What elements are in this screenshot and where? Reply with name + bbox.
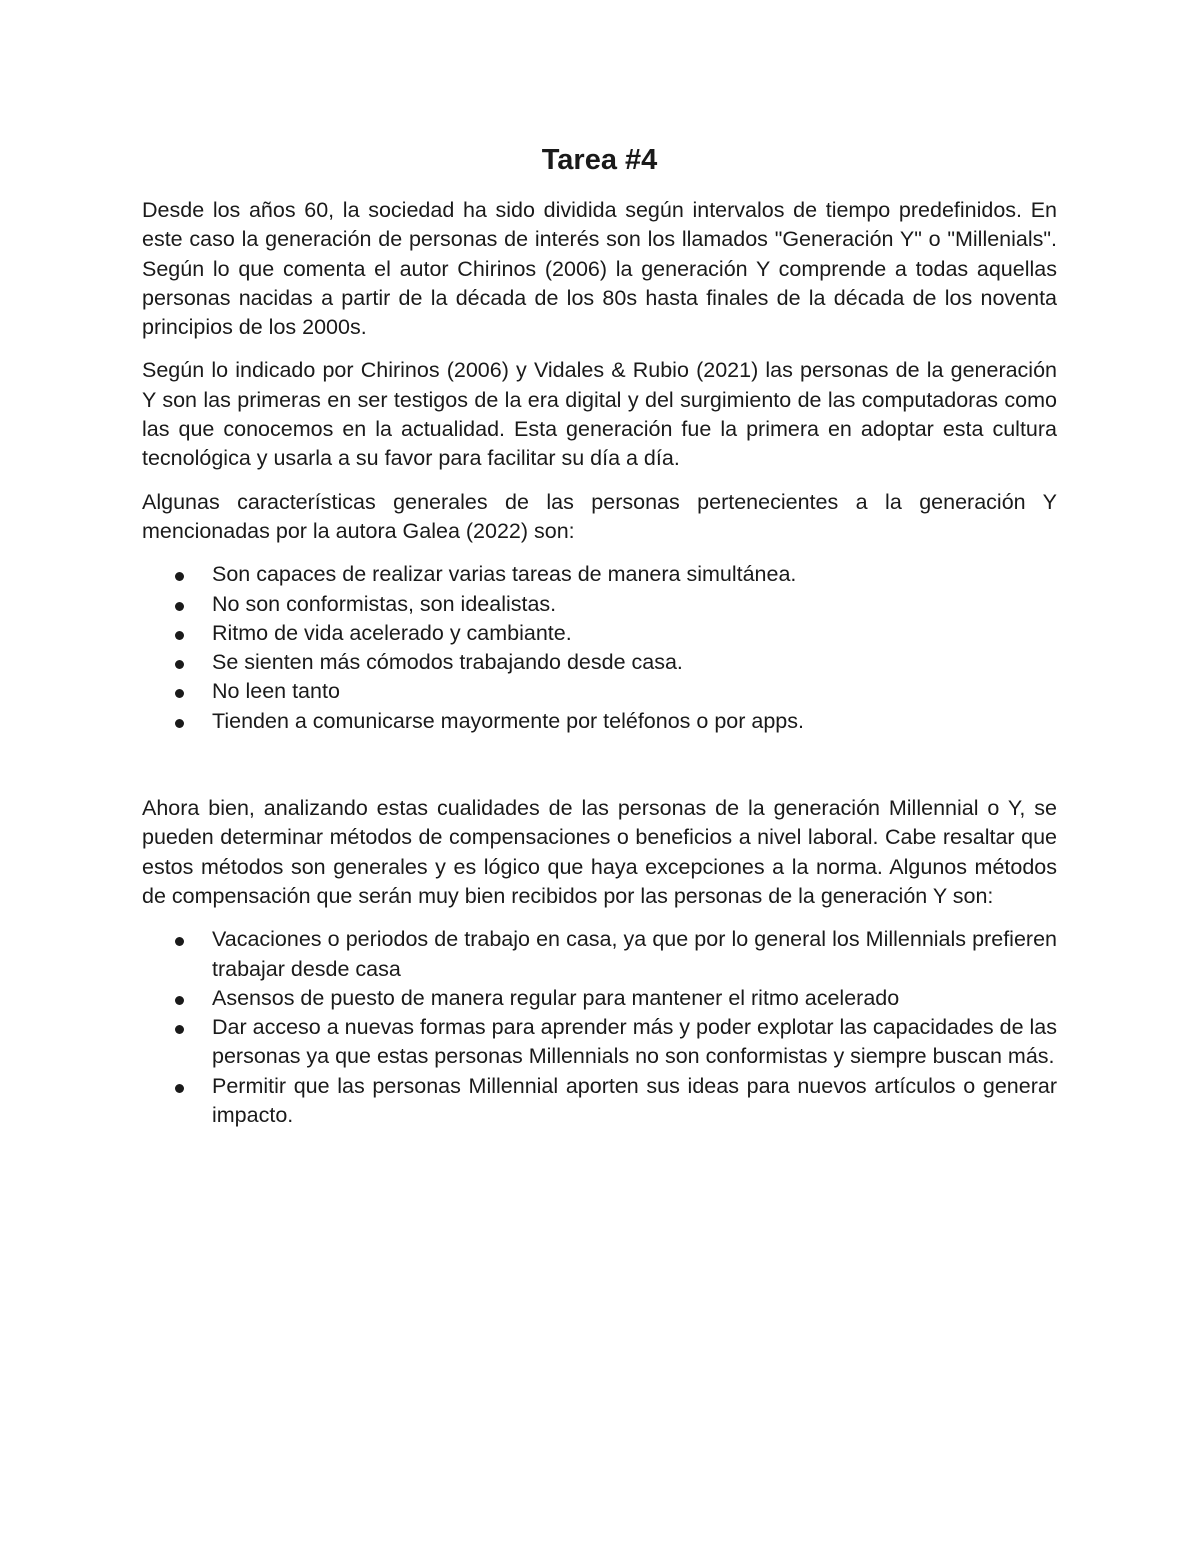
bullet-icon (175, 1025, 184, 1034)
list-item-text: Tienden a comunicarse mayormente por teléfonos o por apps. (212, 708, 804, 733)
list-item-text: Asensos de puesto de manera regular para mantener el ritmo acelerado (212, 985, 900, 1010)
paragraph-characteristics-intro: Algunas características generales de las personas pertenecientes a la generación Y mencionadas por la autora Galea (2022) son: (142, 489, 1057, 543)
list-item-text: No leen tanto (212, 679, 340, 704)
bullet-icon (175, 631, 184, 640)
paragraph-intro: Desde los años 60, la sociedad ha sido dividida según intervalos de tiempo predefinidos. En este caso la generación de personas de interés son los llamados "Generación Y" o "Millenials". Según lo que comenta el autor Chirinos (2006) la generación Y comprende a todas aquellas personas nacidas a partir de la década de los 80s hasta finales de la década de los noventa principios de los 2000s. (142, 198, 1057, 340)
blank-line (142, 750, 1057, 794)
list-item (142, 648, 1057, 677)
bullet-icon (175, 1084, 184, 1093)
list-item (142, 590, 1057, 619)
paragraph-digital-era: Según lo indicado por Chirinos (2006) y Vidales & Rubio (2021) las personas de la generación Y son las primeras en ser testigos de la era digital y del surgimiento de las computadoras como las que conocemos en la actualidad. Esta generación fue la primera en adoptar esta cultura tecnológica y usarla a su favor para facilitar su día a día. (142, 358, 1057, 471)
paragraph-compensation-methods: Ahora bien, analizando estas cualidades de las personas de la generación Millennial o Y, se pueden determinar métodos de compensaciones o beneficios a nivel laboral. Cabe resaltar que estos métodos son generales y es lógico que haya excepciones a la norma. Algunos métodos de compensación que serán muy bien recibidos por las personas de la generación Y son: (142, 796, 1057, 908)
list-item-text: Se sienten más cómodos trabajando desde casa. (212, 650, 683, 675)
methods-list (142, 925, 1057, 1130)
bullet-icon (175, 660, 184, 669)
list-item-text: Ritmo de vida acelerado y cambiante. (212, 620, 572, 645)
bullet-icon (175, 602, 184, 611)
list-item (142, 619, 1057, 648)
list-item (142, 1072, 1057, 1131)
list-item-text: Son capaces de realizar varias tareas de manera simultánea. (212, 562, 797, 587)
list-item-text: No son conformistas, son idealistas. (212, 591, 557, 616)
list-item (142, 1013, 1057, 1072)
list-item-text: Permitir que las personas Millennial aporten sus ideas para nuevos artículos o generar impacto. (212, 1073, 1057, 1128)
characteristics-list (142, 560, 1057, 736)
list-item (142, 560, 1057, 589)
document-page (142, 140, 1057, 1144)
bullet-icon (175, 937, 184, 946)
list-item-text: Vacaciones o periodos de trabajo en casa, ya que por lo general los Millennials prefieren trabajar desde casa (212, 927, 1057, 981)
document-title: Tarea #4 (541, 144, 658, 176)
bullet-icon (175, 572, 184, 581)
bullet-icon (175, 689, 184, 698)
list-item (142, 677, 1057, 706)
list-item (142, 925, 1057, 984)
list-item (142, 707, 1057, 736)
bullet-icon (175, 719, 184, 728)
list-item-text: Dar acceso a nuevas formas para aprender más y poder explotar las capacidades de las personas ya que estas personas Millennials no son conformistas y siempre buscan más. (212, 1015, 1057, 1069)
bullet-icon (175, 996, 184, 1005)
list-item (142, 984, 1057, 1013)
